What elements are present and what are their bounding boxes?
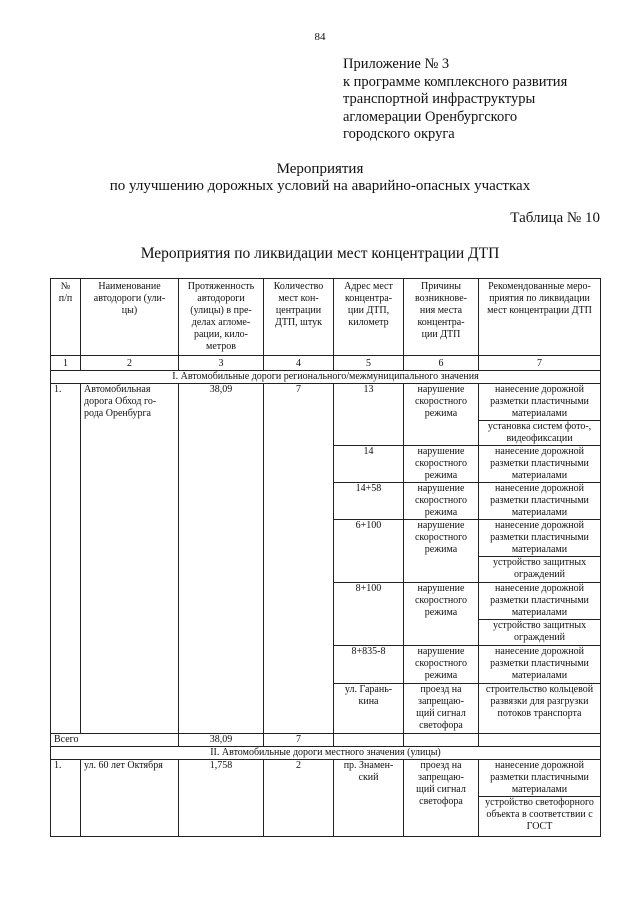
header-cell: Причины возникнове- ния места концентра- ции ДТП <box>404 279 479 356</box>
dtp-address: 8+100 <box>334 583 404 646</box>
table-row <box>51 760 601 797</box>
dtp-cause: нарушение скоростного режима <box>404 483 479 520</box>
recommended-measure: нанесение дорожной разметки пластичными материалами <box>479 646 601 684</box>
road-name: ул. 60 лет Октября <box>81 760 179 837</box>
dtp-address: 14 <box>334 446 404 483</box>
empty-cell <box>334 734 404 747</box>
column-number: 4 <box>264 356 334 371</box>
table-number: Таблица № 10 <box>510 210 600 226</box>
recommended-measure: нанесение дорожной разметки пластичными материалами <box>479 520 601 557</box>
header-row <box>51 279 601 356</box>
total-row <box>51 734 601 747</box>
road-length: 38,09 <box>179 384 264 734</box>
dtp-address: 14+58 <box>334 483 404 520</box>
dtp-address: 13 <box>334 384 404 446</box>
dtp-measures-table <box>50 278 601 837</box>
recommended-measure: нанесение дорожной разметки пластичными материалами <box>479 760 601 797</box>
appendix-block <box>343 56 633 144</box>
header-cell: Адрес мест концентра- ции ДТП, километр <box>334 279 404 356</box>
appendix-line: Приложение № 3 <box>343 56 450 72</box>
appendix-line: к программе комплексного развития <box>343 73 568 90</box>
column-number: 2 <box>81 356 179 371</box>
road-name: Автомобильная дорога Обход го- рода Оренбурга <box>81 384 179 734</box>
total-label: Всего <box>51 734 179 747</box>
road-number: 1. <box>51 384 81 734</box>
column-number: 5 <box>334 356 404 371</box>
appendix-line: агломерации Оренбургского <box>343 108 518 125</box>
section-title: I. Автомобильные дороги регионального/межмуниципального значения <box>51 371 601 384</box>
recommended-measure: устройство светофорного объекта в соответствии с ГОСТ <box>479 797 601 837</box>
document-subtitle: по улучшению дорожных условий на аварийно-опасных участках <box>109 178 531 194</box>
dtp-cause: нарушение скоростного режима <box>404 446 479 483</box>
dtp-count: 2 <box>264 760 334 837</box>
table-row <box>51 384 601 421</box>
appendix-line: транспортной инфраструктуры <box>343 91 536 107</box>
recommended-measure: строительство кольцевой развязки для разгрузки потоков транспорта <box>479 684 601 734</box>
dtp-count: 7 <box>264 384 334 734</box>
recommended-measure: нанесение дорожной разметки пластичными материалами <box>479 583 601 620</box>
recommended-measure: нанесение дорожной разметки пластичными материалами <box>479 446 601 483</box>
dtp-address: ул. Гарань- кина <box>334 684 404 734</box>
header-cell: Наименование автодороги (ули- цы) <box>81 279 179 356</box>
header-cell: Рекомендованные меро- приятия по ликвидации мест концентрации ДТП <box>479 279 601 356</box>
recommended-measure: нанесение дорожной разметки пластичными материалами <box>479 483 601 520</box>
section-title: II. Автомобильные дороги местного значения (улицы) <box>51 747 601 760</box>
dtp-address: 8+835-8 <box>334 646 404 684</box>
header-cell: Количество мест кон- центрации ДТП, штук <box>264 279 334 356</box>
road-length: 1,758 <box>179 760 264 837</box>
total-length: 38,09 <box>179 734 264 747</box>
table-title: Мероприятия по ликвидации мест концентрации ДТП <box>140 245 500 262</box>
dtp-cause: нарушение скоростного режима <box>404 646 479 684</box>
appendix-line: городского округа <box>343 126 455 142</box>
document-title: Мероприятия <box>276 161 364 177</box>
dtp-address: пр. Знамен- ский <box>334 760 404 837</box>
section-row <box>51 747 601 760</box>
recommended-measure: нанесение дорожной разметки пластичными материалами <box>479 384 601 421</box>
header-cell: № п/п <box>51 279 81 356</box>
page-number: 84 <box>314 31 326 43</box>
column-number: 3 <box>179 356 264 371</box>
section-row <box>51 371 601 384</box>
column-number: 1 <box>51 356 81 371</box>
empty-cell <box>404 734 479 747</box>
column-number-row <box>51 356 601 371</box>
dtp-cause: проезд на запрещаю- щий сигнал светофора <box>404 760 479 837</box>
recommended-measure: устройство защитных ограждений <box>479 557 601 583</box>
column-number: 6 <box>404 356 479 371</box>
dtp-cause: нарушение скоростного режима <box>404 520 479 583</box>
dtp-address: 6+100 <box>334 520 404 583</box>
empty-cell <box>479 734 601 747</box>
dtp-cause: проезд на запрещаю- щий сигнал светофора <box>404 684 479 734</box>
recommended-measure: устройство защитных ограждений <box>479 620 601 646</box>
dtp-cause: нарушение скоростного режима <box>404 384 479 446</box>
dtp-cause: нарушение скоростного режима <box>404 583 479 646</box>
total-count: 7 <box>264 734 334 747</box>
recommended-measure: установка систем фото-, видеофиксации <box>479 421 601 446</box>
road-number: 1. <box>51 760 81 837</box>
column-number: 7 <box>479 356 601 371</box>
header-cell: Протяженность автодороги (улицы) в пре- делах агломе- рации, кило- метров <box>179 279 264 356</box>
